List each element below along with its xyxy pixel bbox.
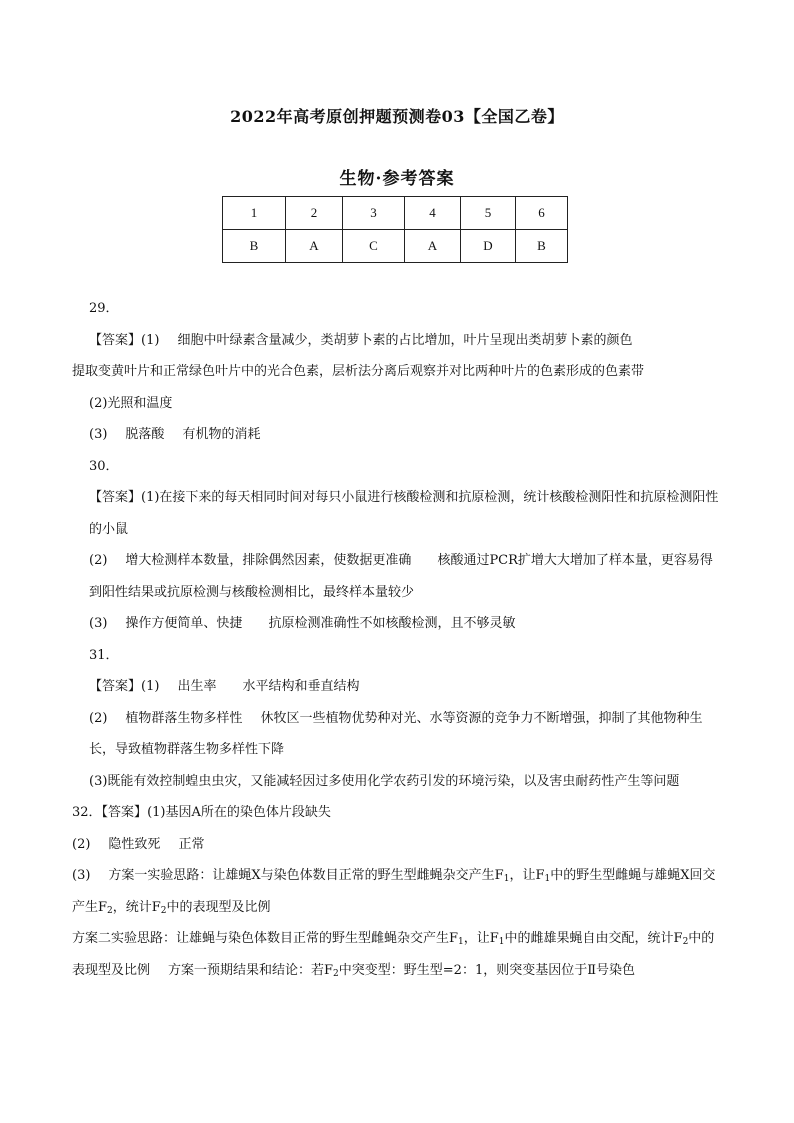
q32-part4-text: 中的雌雄果蝇自由交配，统计F bbox=[504, 931, 683, 946]
q32-part4-text: 中突变型：野生型=2：1，则突变基因位于Ⅱ号染色 bbox=[338, 962, 636, 978]
document-subtitle: 生物·参考答案 bbox=[339, 169, 455, 189]
q32-part2-text-b: 正常 bbox=[178, 836, 205, 852]
q32-part4-text: ，让F bbox=[463, 931, 499, 946]
q32-part4-text: 方案一预期结果和结论：若F bbox=[168, 962, 334, 978]
q30-number: 30． bbox=[89, 458, 119, 474]
q31-part1-text-b: 水平结构和垂直结构 bbox=[242, 679, 360, 694]
q32-part3-text: 中的野生型雌蝇与雄蝇X回交产生F bbox=[72, 868, 716, 915]
question-number-cell: 5 bbox=[461, 197, 516, 230]
q29-part1 bbox=[72, 325, 724, 357]
q32-part3-text: ，让F bbox=[509, 868, 545, 883]
part-mark: (3) bbox=[89, 427, 108, 442]
subscript: 2 bbox=[107, 905, 113, 916]
q29-part1-text-a: 细胞中叶绿素含量减少，类胡萝卜素的占比增加，叶片呈现出类胡萝卜素的颜色 bbox=[177, 332, 633, 348]
q31-part2-text-a: 植物群落生物多样性 bbox=[125, 710, 243, 726]
q31-part2 bbox=[72, 703, 724, 766]
q32-part3-text: 中的表现型及比例 bbox=[166, 899, 271, 915]
q29-part1-text-b: 提取变黄叶片和正常绿色叶片中的光合色素，层析法分离后观察并对比两种叶片的色素形成的色素带 bbox=[72, 364, 645, 379]
part-mark: (1) bbox=[141, 332, 160, 348]
subscript: 2 bbox=[160, 905, 167, 916]
q32-part4-text: 方案二实验思路：让雄蝇与染色体数目正常的野生型雌蝇杂交产生F bbox=[72, 931, 459, 946]
answer-table-answer-row bbox=[223, 230, 568, 263]
question-number-cell: 3 bbox=[343, 197, 405, 230]
answer-tag: 【答案】 bbox=[89, 679, 142, 694]
question-number-cell: 6 bbox=[516, 197, 568, 230]
q30-part2-text-b: 核酸通过PCR扩增大大增加了样本量，更容易得到阳性结果或抗原检测与核酸检测相比，最终样本量较少 bbox=[89, 553, 713, 600]
subscript: 2 bbox=[682, 937, 689, 947]
question-number-cell: 2 bbox=[286, 197, 343, 230]
subscript: 2 bbox=[333, 968, 339, 979]
question-number-cell: 4 bbox=[405, 197, 461, 230]
answer-cell: A bbox=[286, 230, 343, 263]
q31-part1-text-a: 出生率 bbox=[177, 679, 217, 694]
answer-cell: A bbox=[405, 230, 461, 263]
q30-part3 bbox=[72, 608, 724, 640]
answer-cell: D bbox=[461, 230, 516, 263]
answer-tag: 【答案】 bbox=[89, 490, 142, 505]
q29-part3-text-b: 有机物的消耗 bbox=[182, 427, 261, 442]
part-mark: (2) bbox=[72, 836, 91, 852]
q31-number: 31． bbox=[89, 647, 119, 663]
part-mark: (2) bbox=[89, 710, 108, 726]
answer-table bbox=[222, 196, 568, 263]
q30-part1 bbox=[72, 482, 724, 545]
q32-part2-text-a: 隐性致死 bbox=[108, 836, 161, 852]
part-mark: (3) bbox=[72, 868, 91, 883]
q32-part3-text: 方案一实验思路：让雄蝇X与染色体数目正常的野生型雌蝇杂交产生F bbox=[108, 868, 504, 883]
q30-part2-text-a: 增大检测样本数量，排除偶然因素，使数据更准确 bbox=[125, 553, 412, 568]
q29-part3 bbox=[72, 419, 724, 451]
q32-part4 bbox=[72, 923, 724, 986]
q30-part2 bbox=[72, 545, 724, 608]
subscript: 1 bbox=[544, 874, 551, 884]
q32-part3 bbox=[72, 860, 724, 923]
answer-cell: C bbox=[343, 230, 405, 263]
q32-part2 bbox=[72, 829, 724, 861]
q32-part4-text: 中的表现型及比例 bbox=[72, 931, 715, 978]
q32-part1-text: (1)基因A所在的染色体片段缺失 bbox=[147, 805, 331, 820]
part-mark: (1) bbox=[141, 679, 160, 694]
question-number-cell: 1 bbox=[223, 197, 286, 230]
q29-part2: (2)光照和温度 bbox=[89, 395, 173, 411]
answer-table-number-row bbox=[223, 197, 568, 230]
q30-part3-text-a: 操作方便简单、快捷 bbox=[125, 616, 243, 631]
q29-part3-text-a: 脱落酸 bbox=[125, 427, 165, 442]
answer-tag: 【答案】 bbox=[101, 805, 148, 820]
document-title: 2022年高考原创押题预测卷03【全国乙卷】 bbox=[230, 107, 564, 126]
part-mark: (2) bbox=[89, 553, 108, 568]
answer-cell: B bbox=[516, 230, 568, 263]
q32-part3-text: ，统计F bbox=[112, 899, 161, 915]
q30-part1-text: (1)在接下来的每天相同时间对每只小鼠进行核酸检测和抗原检测，统计核酸检测阳性和抗原检测阳性的小鼠 bbox=[89, 490, 719, 537]
part-mark: (3) bbox=[89, 616, 108, 631]
q31-part1 bbox=[72, 671, 724, 703]
q32-part1 bbox=[72, 797, 724, 829]
answer-body bbox=[72, 293, 724, 986]
subscript: 1 bbox=[498, 937, 505, 947]
q29-number: 29． bbox=[89, 301, 119, 316]
q32-number: 32． bbox=[72, 805, 102, 820]
answer-tag: 【答案】 bbox=[89, 332, 142, 348]
q31-part3: (3)既能有效控制蝗虫虫灾，又能减轻因过多使用化学农药引发的环境污染，以及害虫耐药性产生等问题 bbox=[89, 773, 680, 789]
q30-part3-text-b: 抗原检测准确性不如核酸检测，且不够灵敏 bbox=[268, 616, 516, 631]
answer-cell: B bbox=[223, 230, 286, 263]
subscript: 1 bbox=[458, 937, 464, 947]
subscript: 1 bbox=[503, 874, 510, 884]
q31-part2-text-b: 休牧区一些植物优势种对光、水等资源的竞争力不断增强，抑制了其他物种生长，导致植物群落生物多样性下降 bbox=[89, 710, 703, 757]
